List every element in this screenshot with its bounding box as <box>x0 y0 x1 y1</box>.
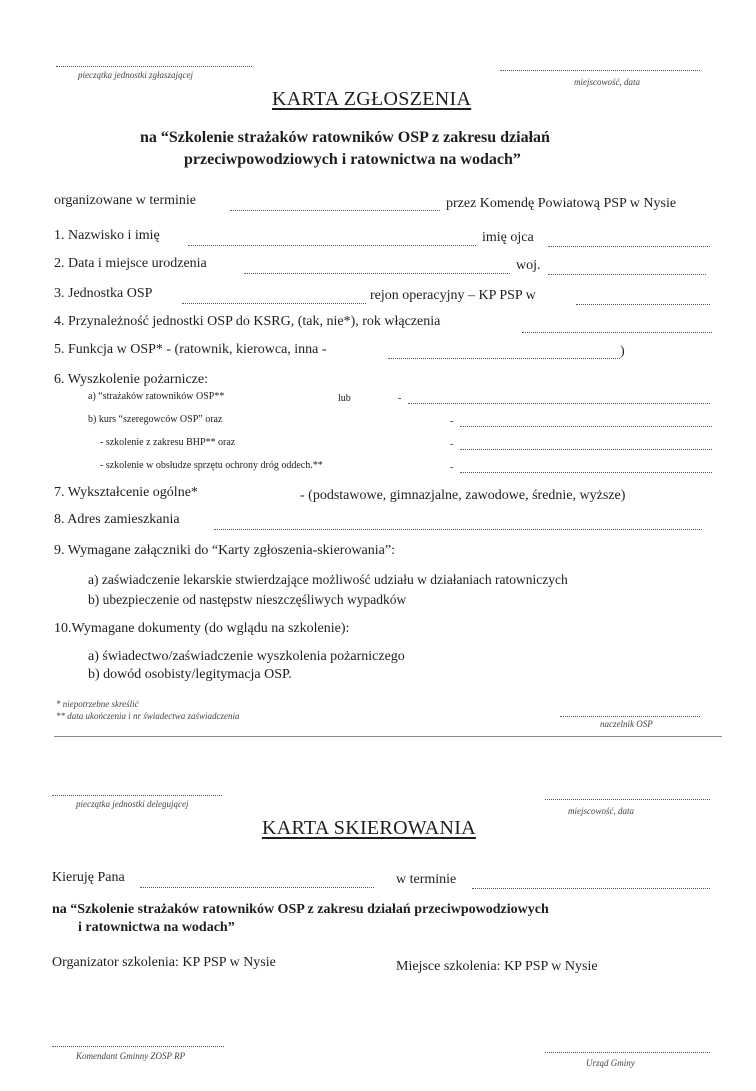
attachment-b: b) ubezpieczenie od następstw nieszczęśliwych wypadków <box>88 592 407 607</box>
card2-title: KARTA SKIEROWANIA <box>262 817 476 839</box>
venue: Miejsce szkolenia: KP PSP w Nysie <box>396 959 598 974</box>
attachment-a: a) zaświadczenie lekarskie stwierdzające możliwość udziału w działaniach ratowniczych <box>88 572 568 587</box>
field-function-close: ) <box>620 344 625 359</box>
stamp-caption: pieczątka jednostki zgłaszającej <box>78 70 193 80</box>
field-name-input[interactable] <box>188 245 476 246</box>
training-a-dash: - <box>398 393 402 404</box>
training-b-label: b) kurs “szeregowców OSP” oraz <box>88 414 223 425</box>
documents-heading: 10.Wymagane dokumenty (do wglądu na szkolenie): <box>54 621 350 636</box>
field-training-label: 6. Wyszkolenie pożarnicze: <box>54 372 208 387</box>
field-function-label: 5. Funkcja w OSP* - (ratownik, kierowca, inna - <box>54 342 327 357</box>
section-divider <box>54 736 722 737</box>
field-region-input[interactable] <box>576 304 710 305</box>
osp-signature-line[interactable] <box>560 716 700 717</box>
training-d-label: - szkolenie w obsłudze sprzętu ochrony dróg oddech.** <box>100 460 323 471</box>
training-c-input[interactable] <box>460 449 712 450</box>
card2-stamp-caption: pieczątka jednostki delegującej <box>76 799 189 809</box>
training-a-input[interactable] <box>408 403 710 404</box>
office-signature-line[interactable] <box>545 1052 710 1053</box>
training-b-input[interactable] <box>460 426 712 427</box>
organizer: Organizator szkolenia: KP PSP w Nysie <box>52 955 276 970</box>
card2-training-line1: na “Szkolenie strażaków ratowników OSP z zakresu działań przeciwpowodziowych <box>52 902 549 917</box>
card1-title: KARTA ZGŁOSZENIA <box>272 88 472 110</box>
commander-caption: Komendant Gminny ZOSP RP <box>76 1051 186 1061</box>
field-address-input[interactable] <box>214 529 702 530</box>
card2-stamp-line <box>52 795 222 796</box>
field-address-label: 8. Adres zamieszkania <box>54 512 180 527</box>
field-voivodeship-label: woj. <box>516 258 541 273</box>
office-caption: Urząd Gminy <box>586 1058 635 1068</box>
footnote-1: * niepotrzebne skreślić <box>56 699 139 709</box>
organized-date-field[interactable] <box>230 210 440 211</box>
place-date-caption: miejscowość, data <box>574 77 640 87</box>
training-d-input[interactable] <box>460 472 712 473</box>
direct-date-label: w terminie <box>396 872 457 887</box>
document-a: a) świadectwo/zaświadczenie wyszkolenia pożarniczego <box>88 649 405 664</box>
field-education-label: 7. Wykształcenie ogólne* <box>54 485 198 500</box>
field-unit-label: 3. Jednostka OSP <box>54 286 153 301</box>
organized-by-label: przez Komendę Powiatową PSP w Nysie <box>446 196 677 211</box>
training-c-dash: - <box>450 439 454 450</box>
card2-training-line2: i ratownictwa na wodach” <box>78 920 235 935</box>
commander-signature-line[interactable] <box>52 1046 224 1047</box>
training-d-dash: - <box>450 462 454 473</box>
field-voivodeship-input[interactable] <box>548 274 706 275</box>
field-birth-label: 2. Data i miejsce urodzenia <box>54 256 207 271</box>
direct-name-input[interactable] <box>140 887 374 888</box>
field-father-label: imię ojca <box>482 230 534 245</box>
field-ksrg-input[interactable] <box>522 332 712 333</box>
field-name-label: 1. Nazwisko i imię <box>54 228 160 243</box>
osp-signature-caption: naczelnik OSP <box>600 719 653 729</box>
field-birth-input[interactable] <box>244 273 510 274</box>
training-a-or: lub <box>338 393 351 404</box>
document-b: b) dowód osobisty/legitymacja OSP. <box>88 667 292 682</box>
field-function-input[interactable] <box>388 358 620 359</box>
field-region-label: rejon operacyjny – KP PSP w <box>370 288 536 303</box>
footnote-2: ** data ukończenia i nr świadectwa zaświadczenia <box>56 711 240 721</box>
field-unit-input[interactable] <box>182 303 366 304</box>
direct-date-input[interactable] <box>472 888 710 889</box>
place-date-dotted-line <box>500 70 700 71</box>
card2-place-date-caption: miejscowość, data <box>568 806 634 816</box>
organized-label: organizowane w terminie <box>54 193 197 208</box>
card1-subtitle-line2: przeciwpowodziowych i ratownictwa na wodach” <box>184 151 521 168</box>
attachments-heading: 9. Wymagane załączniki do “Karty zgłoszenia-skierowania”: <box>54 543 395 558</box>
field-father-input[interactable] <box>548 246 710 247</box>
field-education-options: - (podstawowe, gimnazjalne, zawodowe, średnie, wyższe) <box>300 488 626 503</box>
training-b-dash: - <box>450 416 454 427</box>
field-ksrg-label: 4. Przynależność jednostki OSP do KSRG, (tak, nie*), rok włączenia <box>54 314 441 329</box>
card2-place-date-line <box>545 799 710 800</box>
stamp-dotted-line <box>56 66 252 67</box>
training-a-label: a) “strażaków ratowników OSP** <box>88 391 225 402</box>
training-c-label: - szkolenie z zakresu BHP** oraz <box>100 437 236 448</box>
direct-label: Kieruję Pana <box>52 870 125 885</box>
card1-subtitle-line1: na “Szkolenie strażaków ratowników OSP z zakresu działań <box>140 129 550 146</box>
